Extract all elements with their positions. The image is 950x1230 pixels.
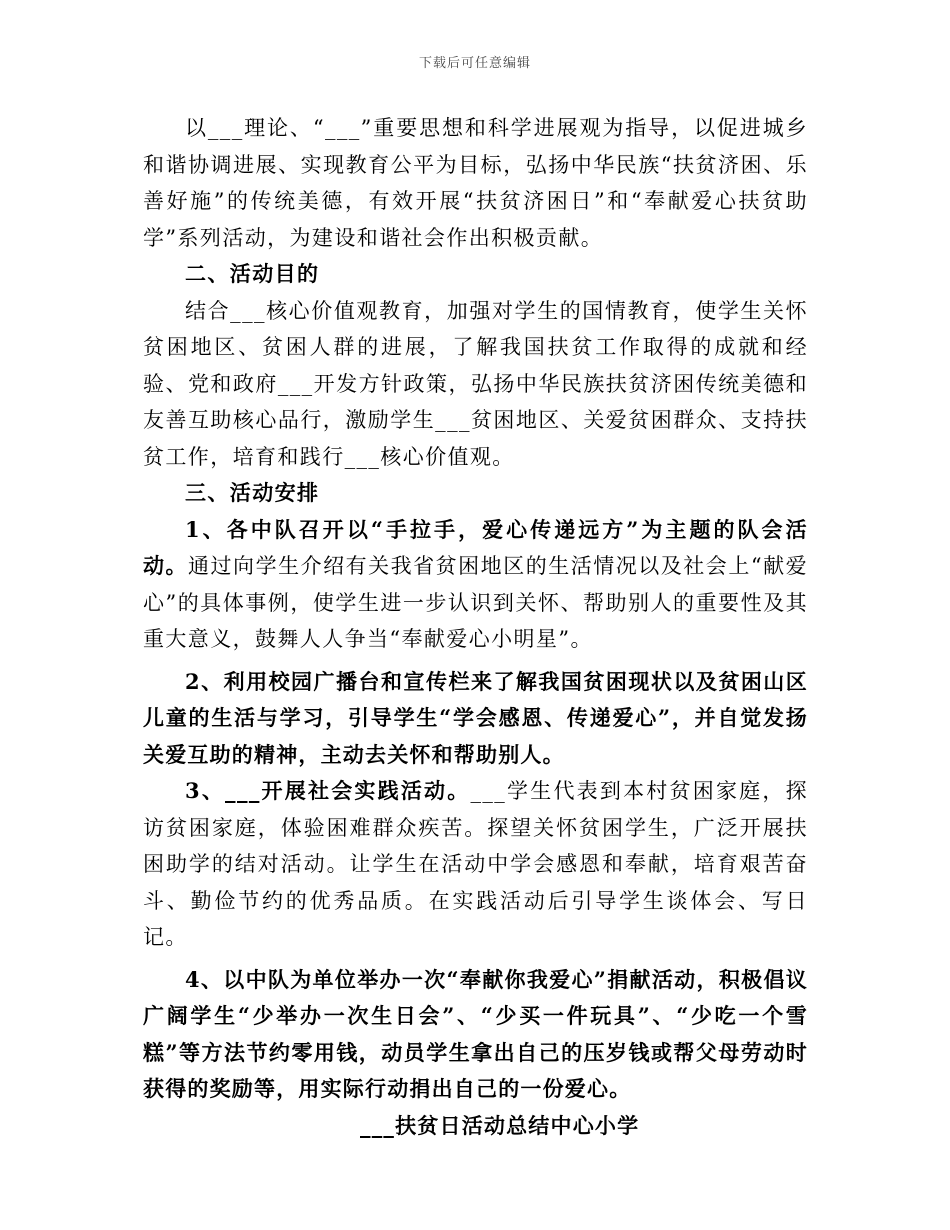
item-1-body: 通过向学生介绍有关我省贫困地区的生活情况以及社会上“献爱心”的具体事例，使学生进一步认识到关怀、帮助别人的重要性及其重大意义，鼓舞人人争当“奉献爱心小明星”。 xyxy=(143,554,808,651)
section-heading-arrangement: 三、活动安排 xyxy=(185,480,320,505)
document-body xyxy=(143,110,808,1144)
item-4-paragraph: 4、以中队为单位举办一次“奉献你我爱心”捐献活动，积极倡议广阔学生“少举办一次生日会”、“少买一件玩具”、“少吃一个雪糕”等方法节约零用钱，动员学生拿出自己的压岁钱或帮父母劳动时获得的奖励等，用实际行动捐出自己的一份爱心。 xyxy=(143,966,808,1101)
item-3-title: 3、___开展社会实践活动。 xyxy=(185,778,471,803)
intro-paragraph: 以___理论、“___”重要思想和科学进展观为指导，以促进城乡和谐协调进展、实现教育公平为目标，弘扬中华民族“扶贫济困、乐善好施”的传统美德，有效开展“扶贫济困日”和“奉献爱心扶贫助学”系列活动，为建设和谐社会作出积极贡献。 xyxy=(143,116,808,250)
item-1-title: 1、各中队召开以“手拉手，爱心传递远方”为主题的队会活动。 xyxy=(143,516,808,578)
signature-line: ___扶贫日活动总结中心小学 xyxy=(360,1112,640,1138)
purpose-paragraph: 结合___核心价值观教育，加强对学生的国情教育，使学生关怀贫困地区、贫困人群的进展，了解我国扶贫工作取得的成就和经验、党和政府___开发方针政策，弘扬中华民族扶贫济困传统美德和友善互助核心品行，激励学生___贫困地区、关爱贫困群众、支持扶贫工作，培育和践行___核心价值观。 xyxy=(143,298,808,469)
item-3-paragraph xyxy=(143,773,808,956)
item-2-paragraph: 2、利用校园广播台和宣传栏来了解我国贫困现状以及贫困山区儿童的生活与学习，引导学生“学会感恩、传递爱心”，并自觉发扬关爱互助的精神，主动去关怀和帮助别人。 xyxy=(143,668,808,767)
item-3-body: ___学生代表到本村贫困家庭，探访贫困家庭，体验困难群众疾苦。探望关怀贫困学生，广泛开展扶困助学的结对活动。让学生在活动中学会感恩和奉献，培育艰苦奋斗、勤俭节约的优秀品质。在实践活动后引导学生谈体会、写日记。 xyxy=(143,779,808,949)
section-heading-purpose: 二、活动目的 xyxy=(185,261,320,286)
item-1-paragraph xyxy=(143,512,808,658)
page-header: 下载后可任意编辑 xyxy=(418,56,531,71)
